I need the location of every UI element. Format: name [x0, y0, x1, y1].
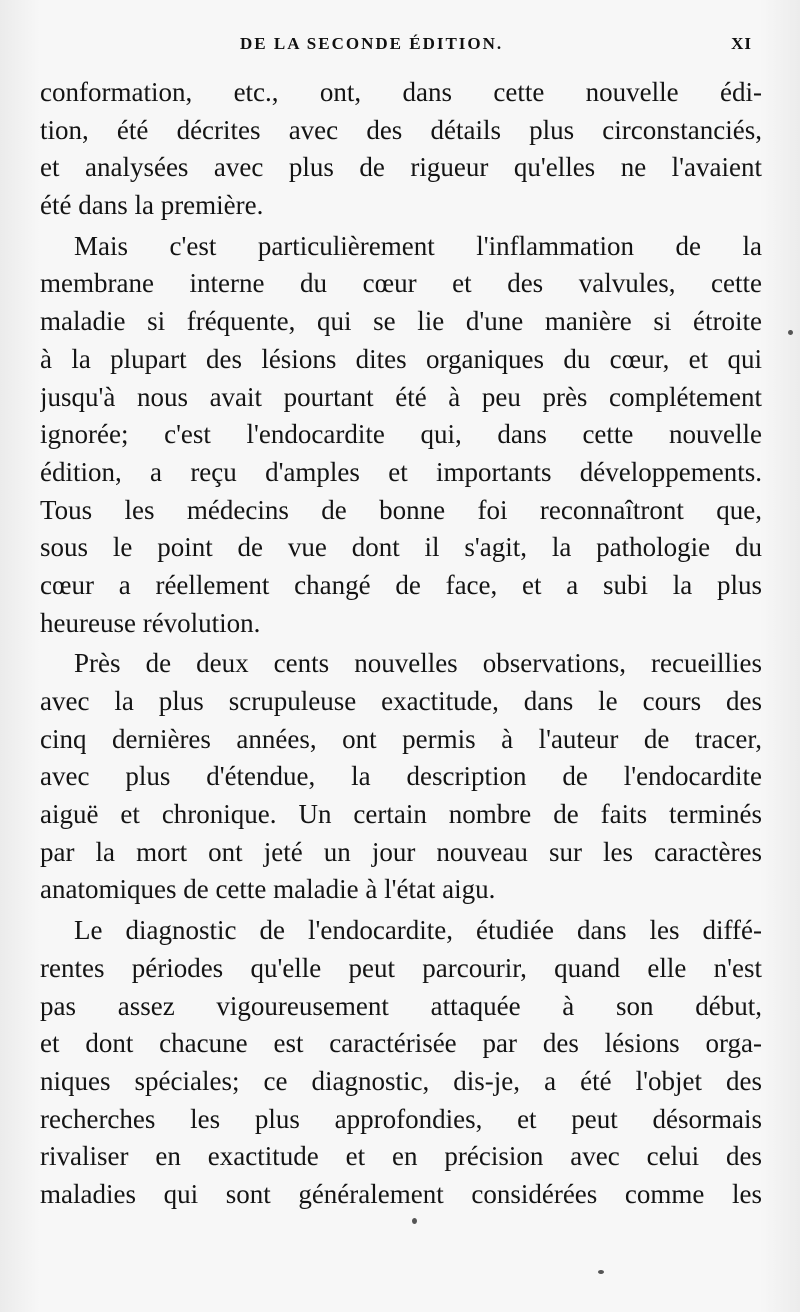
text-line: été dans la première. [40, 190, 264, 221]
running-head: DE LA SECONDE ÉDITION. [240, 34, 504, 53]
text-line: avec la plus scrupuleuse exactitude, dans le cours des [40, 686, 762, 716]
text-line: et analysées avec plus de rigueur qu'elles ne l'avaient [40, 152, 762, 183]
ink-speck [788, 330, 793, 335]
text-line: aiguë et chronique. Un certain nombre de faits terminés [40, 799, 762, 830]
text-line: niques spéciales; ce diagnostic, dis-je, a été l'objet des [40, 1065, 762, 1096]
body-text [40, 74, 762, 1217]
text-line: avec plus d'étendue, la description de l'endocardite [40, 761, 762, 792]
text-line: à la plupart des lésions dites organiques du cœur, et qui [40, 343, 762, 374]
text-line: anatomiques de cette maladie à l'état aigu. [40, 874, 496, 905]
text-line: sous le point de vue dont il s'agit, la pathologie du [40, 532, 762, 563]
text-line: cinq dernières années, ont permis à l'auteur de tracer, [40, 723, 762, 754]
text-line: Tous les médecins de bonne foi reconnaîtront que, [40, 494, 762, 525]
text-line: recherches les plus approfondies, et peut désormais [40, 1103, 762, 1134]
text-line: maladies qui sont généralement considérées comme les [40, 1178, 762, 1209]
page-number: XI [731, 34, 752, 53]
text-line: maladie si fréquente, qui se lie d'une manière si étroite [40, 306, 762, 337]
text-line: rentes périodes qu'elle peut parcourir, quand elle n'est [40, 952, 762, 983]
paragraph [40, 228, 762, 643]
text-line: pas assez vigoureusement attaquée à son début, [40, 990, 762, 1021]
text-line: Mais c'est particulièrement l'inflammation de la [74, 230, 762, 261]
text-line: rivaliser en exactitude et en précision avec celui des [40, 1141, 762, 1172]
text-line: ignorée; c'est l'endocardite qui, dans cette nouvelle [40, 419, 762, 450]
text-line: édition, a reçu d'amples et importants développements. [40, 456, 762, 487]
text-line: conformation, etc., ont, dans cette nouvelle édi- [40, 77, 762, 107]
paragraph [40, 912, 762, 1214]
text-line: cœur a réellement changé de face, et a subi la plus [40, 569, 762, 600]
text-line: par la mort ont jeté un jour nouveau sur les caractères [40, 836, 762, 867]
paragraph [40, 645, 762, 909]
ink-speck [598, 1270, 604, 1274]
ink-speck [412, 1218, 417, 1224]
page-header [40, 34, 760, 60]
text-line: heureuse révolution. [40, 607, 261, 638]
paragraph [40, 74, 762, 225]
text-line: Le diagnostic de l'endocardite, étudiée dans les diffé- [74, 915, 762, 946]
text-line: membrane interne du cœur et des valvules, cette [40, 268, 762, 299]
text-line: jusqu'à nous avait pourtant été à peu près complétement [40, 381, 762, 412]
text-line: tion, été décrites avec des détails plus circonstanciés, [40, 114, 762, 145]
text-line: et dont chacune est caractérisée par des lésions orga- [40, 1028, 762, 1059]
text-line: Près de deux cents nouvelles observations, recueillies [74, 648, 762, 679]
